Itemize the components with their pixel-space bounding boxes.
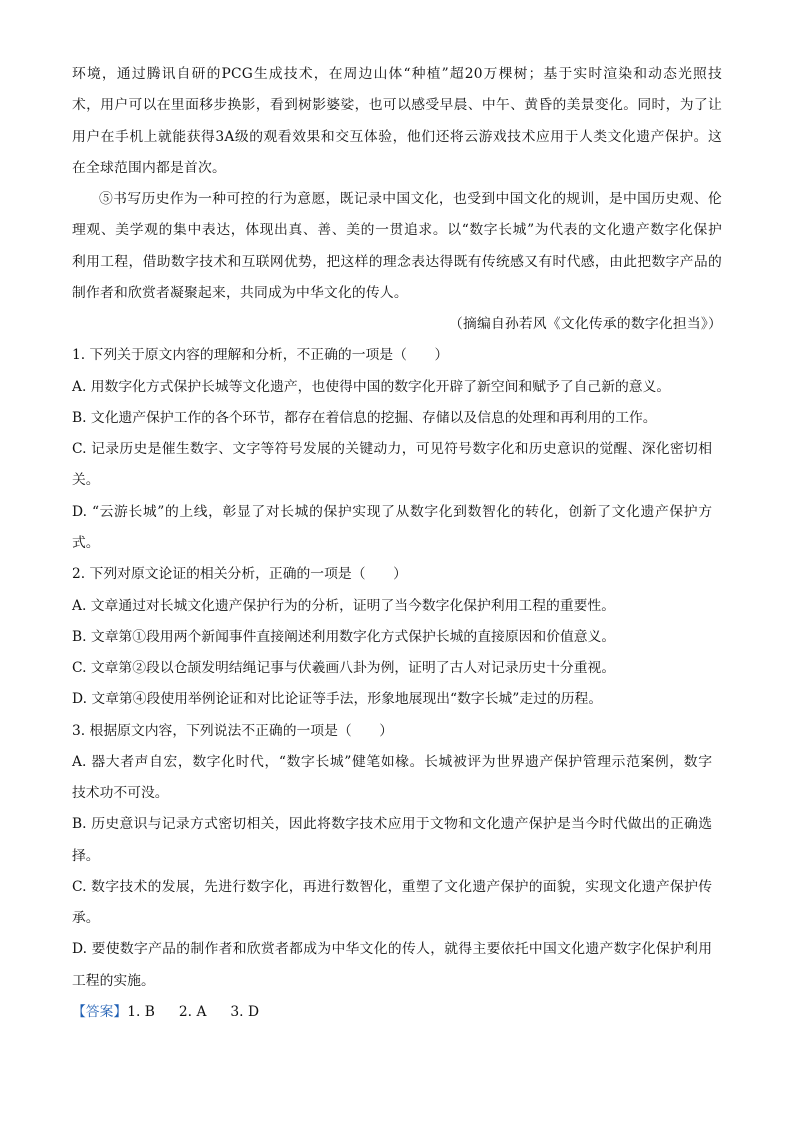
answer-item: 1. B bbox=[127, 1003, 155, 1020]
option-a bbox=[72, 747, 712, 810]
option-d bbox=[72, 934, 712, 997]
option-text: A. 用数字化方式保护长城等文化遗产，也使得中国的数字化开辟了新空间和赋予了自己新的意义。 bbox=[72, 378, 671, 395]
question-2 bbox=[72, 559, 712, 715]
question-stem: 2. 下列对原文论证的相关分析，正确的一项是（ ） bbox=[72, 566, 407, 583]
option-d bbox=[72, 497, 712, 560]
option-text: C. 数字技术的发展，先进行数字化，再进行数智化，重塑了文化遗产保护的面貌，实现文化遗产保护传 bbox=[72, 878, 712, 895]
option-a bbox=[72, 372, 712, 403]
reading-passage bbox=[72, 59, 722, 340]
question-3 bbox=[72, 716, 712, 997]
question-list bbox=[72, 340, 712, 997]
passage-line: ⑤书写历史作为一种可控的行为意愿，既记录中国文化，也受到中国文化的规训，是中国历史观、伦 bbox=[99, 191, 722, 208]
option-text: 择。 bbox=[72, 847, 100, 864]
option-text: 承。 bbox=[72, 910, 100, 927]
passage-line: 用户在手机上就能获得3A级的观看效果和交互体验，他们还将云游戏技术应用于人类文化遗产保护。这 bbox=[72, 128, 722, 145]
option-c bbox=[72, 872, 712, 935]
option-text: D. 文章第④段使用举例论证和对比论证等手法，形象地展现出“数字长城”走过的历程。 bbox=[72, 691, 603, 708]
passage-line: 术，用户可以在里面移步换影，看到树影婆娑，也可以感受早晨、中午、黄昏的美景变化。同时，为了让 bbox=[72, 97, 722, 114]
passage-line: 利用工程，借助数字技术和互联网优势，把这样的理念表达得既有传统感又有时代感，由此把数字产品的 bbox=[72, 253, 722, 270]
option-text: A. 文章通过对长城文化遗产保护行为的分析，证明了当今数字化保护利用工程的重要性。 bbox=[72, 597, 616, 614]
option-text: C. 记录历史是催生数字、文字等符号发展的关键动力，可见符号数字化和历史意识的觉醒、深化密切相 bbox=[72, 441, 712, 458]
option-text: B. 文化遗产保护工作的各个环节，都存在着信息的挖掘、存储以及信息的处理和再利用的工作。 bbox=[72, 409, 657, 426]
option-text: C. 文章第②段以仓颉发明结绳记事与伏羲画八卦为例，证明了古人对记录历史十分重视。 bbox=[72, 660, 616, 677]
passage-line: 理观、美学观的集中表达，体现出真、善、美的一贯追求。以“数字长城”为代表的文化遗产数字化保护 bbox=[72, 222, 722, 239]
page-content bbox=[72, 59, 722, 1028]
passage-line: 环境，通过腾讯自研的PCG生成技术，在周边山体“种植”超20万棵树；基于实时渲染和动态光照技 bbox=[72, 66, 722, 82]
passage-paragraph-4-end bbox=[72, 59, 722, 184]
passage-source: （摘编自孙若风《文化传承的数字化担当》） bbox=[448, 316, 722, 333]
option-text: D. “云游长城”的上线，彰显了对长城的保护实现了从数字化到数智化的转化，创新了文化遗产保护方 bbox=[72, 503, 712, 520]
option-text: B. 历史意识与记录方式密切相关，因此将数字技术应用于文物和文化遗产保护是当今时代做出的正确选 bbox=[72, 816, 712, 833]
option-text: B. 文章第①段用两个新闻事件直接阐述利用数字化方式保护长城的直接原因和价值意义。 bbox=[72, 628, 616, 645]
question-stem: 3. 根据原文内容，下列说法不正确的一项是（ ） bbox=[72, 722, 394, 739]
option-text: 关。 bbox=[72, 472, 100, 489]
option-text: 技术功不可没。 bbox=[72, 785, 169, 802]
option-a bbox=[72, 591, 712, 622]
option-c bbox=[72, 653, 712, 684]
option-text: 工程的实施。 bbox=[72, 972, 155, 989]
option-b bbox=[72, 809, 712, 872]
answer-label: 【答案】 bbox=[72, 1003, 128, 1020]
option-text: A. 器大者声自宏，数字化时代，“数字长城”健笔如椽。长城被评为世界遗产保护管理示范案例，数字 bbox=[72, 753, 712, 770]
answer-item: 2. A bbox=[178, 1003, 207, 1020]
option-b bbox=[72, 622, 712, 653]
answer-item: 3. D bbox=[230, 1003, 260, 1020]
passage-line: 制作者和欣赏者凝聚起来，共同成为中华文化的传人。 bbox=[72, 284, 408, 301]
question-1 bbox=[72, 340, 712, 559]
answer-key bbox=[72, 997, 722, 1028]
passage-line: 在全球范围内都是首次。 bbox=[72, 159, 226, 176]
option-text: D. 要使数字产品的制作者和欣赏者都成为中华文化的传人，就得主要依托中国文化遗产数字化保护利用 bbox=[72, 941, 712, 958]
option-text: 式。 bbox=[72, 534, 100, 551]
option-c bbox=[72, 434, 712, 497]
passage-paragraph-5 bbox=[72, 184, 722, 309]
question-stem: 1. 下列关于原文内容的理解和分析，不正确的一项是（ ） bbox=[72, 347, 449, 364]
option-b bbox=[72, 403, 712, 434]
option-d bbox=[72, 684, 712, 715]
